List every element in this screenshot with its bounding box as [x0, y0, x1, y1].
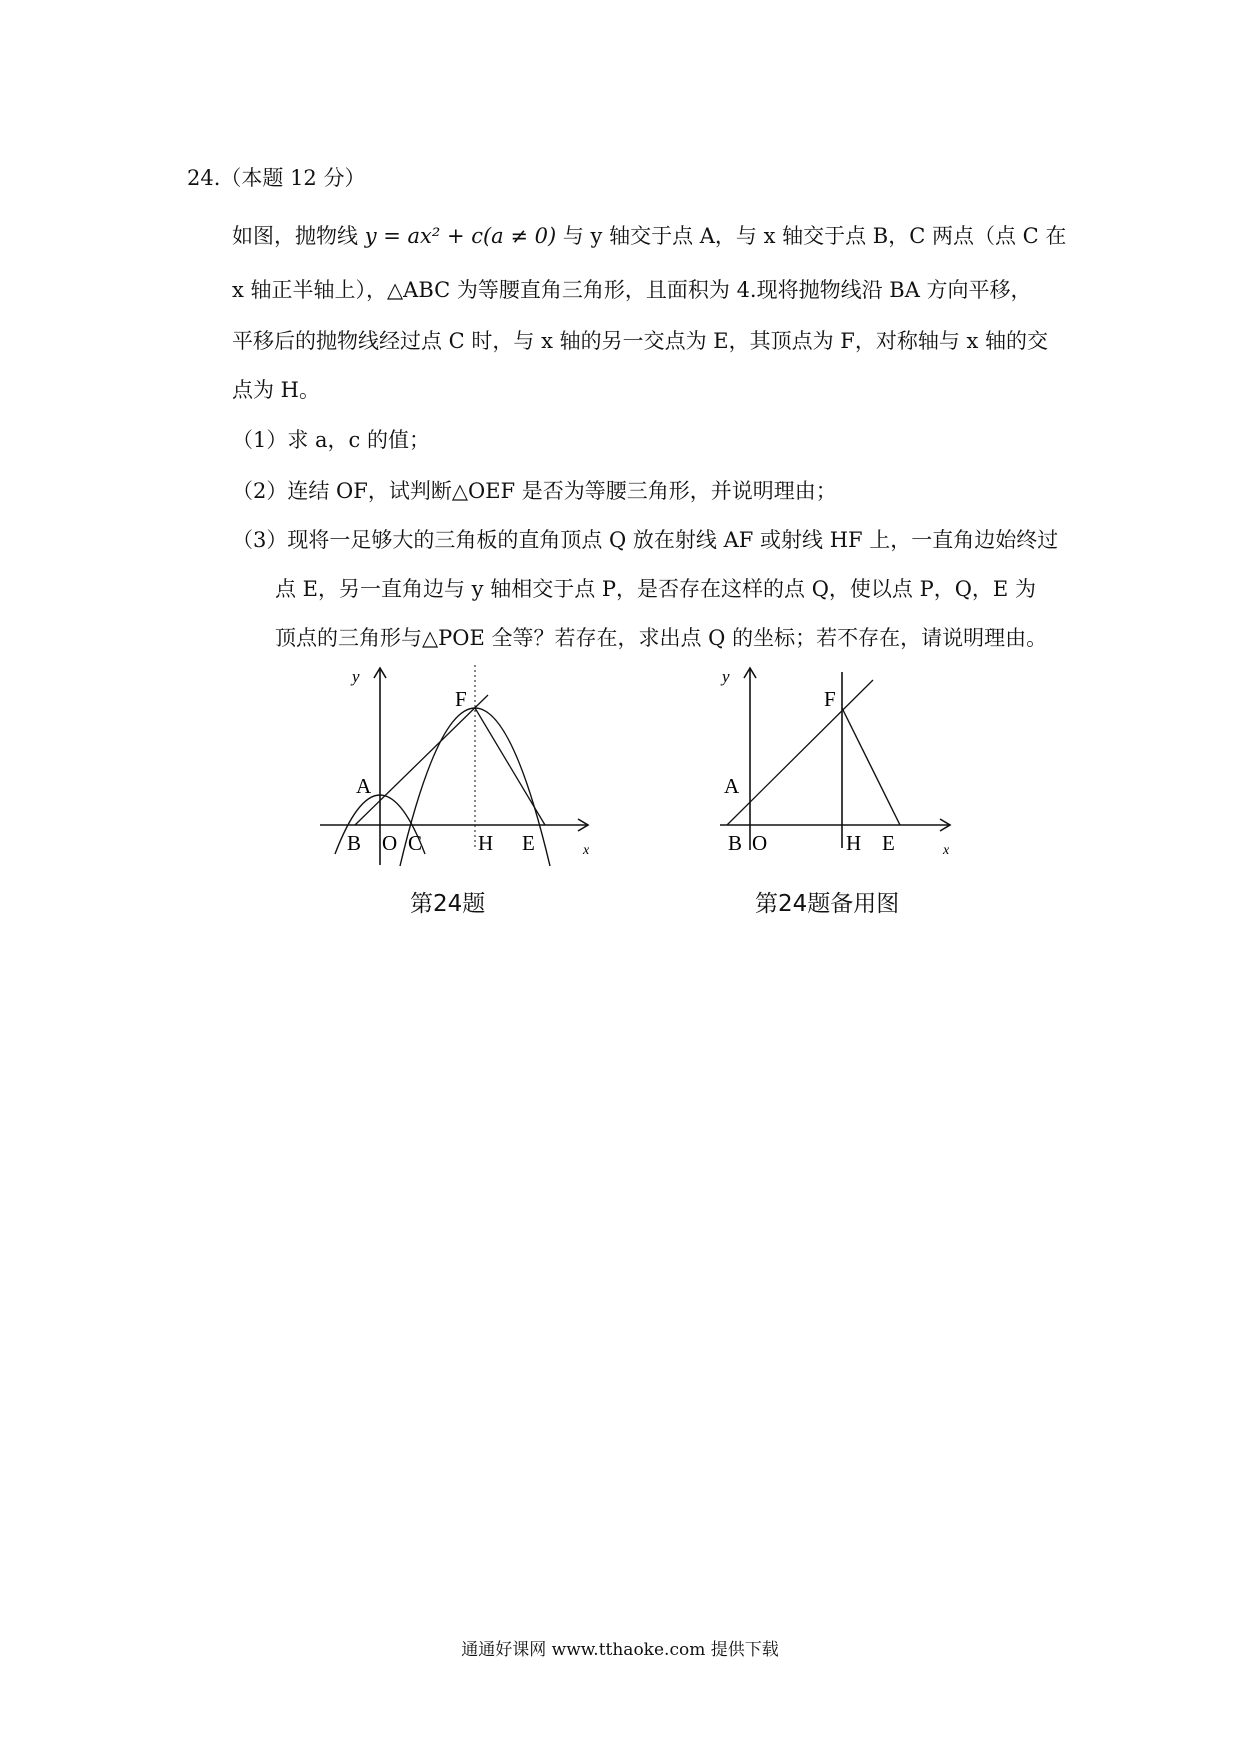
segment-fe — [475, 708, 545, 825]
figure-24-backup-caption: 第24题备用图 — [755, 891, 900, 917]
figure-24-backup-diagram — [710, 660, 970, 875]
label-y: y — [352, 667, 360, 686]
part-3-line-1: （3）现将一足够大的三角板的直角顶点 Q 放在射线 AF 或射线 HF 上，一直角边始终过 — [232, 528, 1059, 552]
intro-line-1 — [232, 220, 1066, 250]
label-o: O — [382, 831, 398, 855]
label-o-2: O — [752, 831, 768, 855]
intro-text-b: 与 y 轴交于点 A，与 x 轴交于点 B，C 两点（点 C 在 — [556, 224, 1067, 248]
part-3-line-3: 顶点的三角形与△POE 全等？若存在，求出点 Q 的坐标；若不存在，请说明理由。 — [275, 626, 1048, 650]
segment-fe-2 — [842, 708, 900, 825]
footer-source: 通通好课网 www.tthaoke.com 提供下载 — [461, 1640, 779, 1660]
label-h: H — [478, 831, 494, 855]
label-e: E — [522, 831, 535, 855]
parabola-formula: y = ax² + c(a ≠ 0) — [364, 224, 557, 248]
line-ba — [355, 695, 488, 825]
intro-text-a: 如图，抛物线 — [232, 224, 365, 248]
label-x-2: x — [943, 843, 950, 858]
part-3-line-2: 点 E，另一直角边与 y 轴相交于点 P，是否存在这样的点 Q，使以点 P，Q，E 为 — [275, 577, 1036, 601]
label-h-2: H — [846, 831, 862, 855]
figure-24-diagram — [320, 660, 610, 875]
question-header: 24.（本题 12 分） — [187, 166, 366, 190]
intro-line-2: x 轴正半轴上），△ABC 为等腰直角三角形，且面积为 4.现将抛物线沿 BA 方向平移， — [232, 278, 1032, 302]
intro-line-3: 平移后的抛物线经过点 C 时，与 x 轴的另一交点为 E，其顶点为 F，对称轴与 x 轴的交 — [232, 329, 1049, 353]
label-y-2: y — [722, 667, 730, 686]
label-b: B — [347, 831, 362, 855]
label-c: C — [408, 831, 423, 855]
label-a-2: A — [724, 774, 740, 798]
part-2: （2）连结 OF，试判断△OEF 是否为等腰三角形，并说明理由； — [232, 479, 837, 503]
label-a: A — [356, 774, 372, 798]
label-x: x — [583, 843, 590, 858]
label-f-2: F — [824, 687, 836, 711]
label-f: F — [455, 687, 467, 711]
label-e-2: E — [882, 831, 895, 855]
label-b-2: B — [728, 831, 743, 855]
figure-24-caption: 第24题 — [410, 891, 486, 917]
line-ba-2 — [727, 680, 873, 825]
part-1: （1）求 a，c 的值； — [232, 428, 430, 452]
intro-line-4: 点为 H。 — [232, 378, 320, 402]
